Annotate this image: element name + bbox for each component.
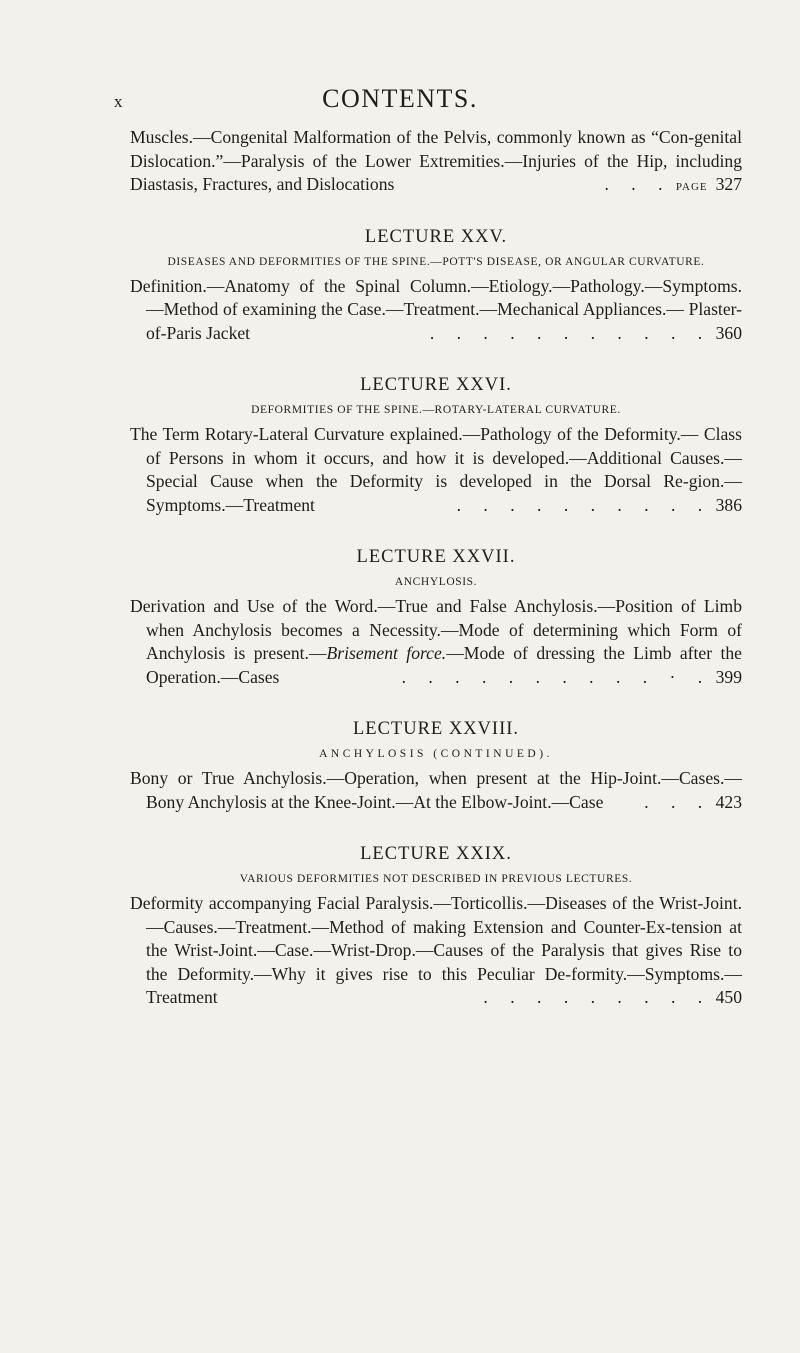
- lecture-subtitle: VARIOUS DEFORMITIES NOT DESCRIBED IN PREVIOUS LECTURES.: [239, 873, 633, 885]
- lecture-text: Deformity accompanying Facial Paralysis.—Torticollis.—Diseases of the Wrist-Joint.—Causes.—Treatment.—Method of making Extension and Counter-Ex-tension at the Wrist-Joint.—Case.—Wrist-Drop.—Causes of the Paralysis that gives Rise to the Deformity.—Why it gives rise to this Peculiar De-formity.—Symptoms.—Treatment: [130, 893, 742, 1007]
- lecture-entry: [130, 892, 742, 1010]
- lecture-page-ref: [483, 986, 742, 1010]
- lecture-xxv: [130, 227, 742, 346]
- lecture-text-italic: Brisement force.: [326, 643, 447, 663]
- lecture-subtitle: ANCHYLOSIS.: [394, 576, 478, 588]
- lecture-text: Bony or True Anchylosis.—Operation, when present at the Hip-Joint.—Cases.— Bony Anchylosis at the Knee-Joint.—At the Elbow-Joint.—Case: [130, 768, 742, 812]
- lecture-text: Derivation and Use of the Word.—True and False Anchylosis.—Position of Limb when Anchylosis becomes a Necessity.—Mode of determining which Form of Anchylosis is present.—: [130, 596, 742, 663]
- contents-list: [130, 126, 742, 1010]
- leader-dots: . . . . . . . . .: [483, 987, 712, 1007]
- leader-dots: . . . . . . . . . .: [456, 494, 712, 515]
- lecture-page-ref: [401, 666, 742, 690]
- leader-dots: . . . . . . . . . . · .: [401, 666, 712, 687]
- lecture-xxvi: [130, 375, 742, 517]
- lecture-xxix: [130, 844, 742, 1010]
- intro-page-ref: [604, 173, 742, 199]
- lecture-page-ref: [456, 494, 742, 518]
- page-value: 423: [715, 791, 742, 812]
- lecture-title: LECTURE XXIX.: [360, 844, 512, 864]
- page-number: x: [114, 92, 123, 111]
- lecture-title: LECTURE XXVI.: [360, 375, 512, 395]
- lecture-page-ref: [644, 791, 742, 815]
- lecture-subtitle: DISEASES AND DEFORMITIES OF THE SPINE.—POTT'S DISEASE, OR ANGULAR CURVATURE.: [167, 255, 705, 268]
- lecture-entry: [130, 423, 742, 517]
- lecture-entry: [130, 595, 742, 689]
- lecture-text: Definition.—Anatomy of the Spinal Column.—Etiology.—Pathology.—Symptoms. —Method of examining the Case.—Treatment.—Mechanical Appliances.— Plaster-of-Paris Jacket: [130, 275, 742, 343]
- page-title: CONTENTS.: [322, 84, 478, 113]
- lecture-subtitle: DEFORMITIES OF THE SPINE.—ROTARY-LATERAL CURVATURE.: [251, 404, 621, 416]
- page-value: 327: [715, 174, 742, 194]
- lecture-title: LECTURE XXV.: [364, 226, 508, 247]
- leader-dots: . . . . . . . . . . .: [429, 322, 712, 343]
- leader-dots: . . .: [644, 791, 712, 812]
- lecture-entry: [130, 275, 742, 346]
- page-value: 450: [715, 987, 742, 1007]
- page-value: 399: [715, 666, 742, 687]
- page-label: page: [675, 178, 708, 194]
- lecture-subtitle: ANCHYLOSIS (CONTINUED).: [319, 748, 553, 760]
- page-value: 386: [715, 494, 742, 515]
- lecture-text: —Mode of dressing the Limb after the Operation.—Cases: [146, 643, 742, 687]
- page-value: 360: [715, 322, 742, 343]
- lecture-title: LECTURE XXVIII.: [352, 719, 520, 739]
- intro-entry: [130, 126, 742, 197]
- intro-text: Muscles.—Congenital Malformation of the Pelvis, commonly known as “Con-genital Dislocation.”—Paralysis of the Lower Extremities.—Injuries of the Hip, including Diastasis, Fractures, and Dislocations: [130, 127, 742, 194]
- lecture-entry: [130, 767, 742, 814]
- lecture-xxvii: [130, 547, 742, 689]
- lecture-title: LECTURE XXVII.: [356, 547, 516, 567]
- lecture-page-ref: [429, 322, 742, 346]
- leader-dots: . . .: [604, 174, 672, 194]
- lecture-text: The Term Rotary-Lateral Curvature explained.—Pathology of the Deformity.— Class of Persons in whom it occurs, and how it is developed.—Additional Causes.—Special Cause when the Deformity is developed in the Dorsal Re-gion.—Symptoms.—Treatment: [130, 424, 742, 515]
- lecture-xxviii: [130, 719, 742, 814]
